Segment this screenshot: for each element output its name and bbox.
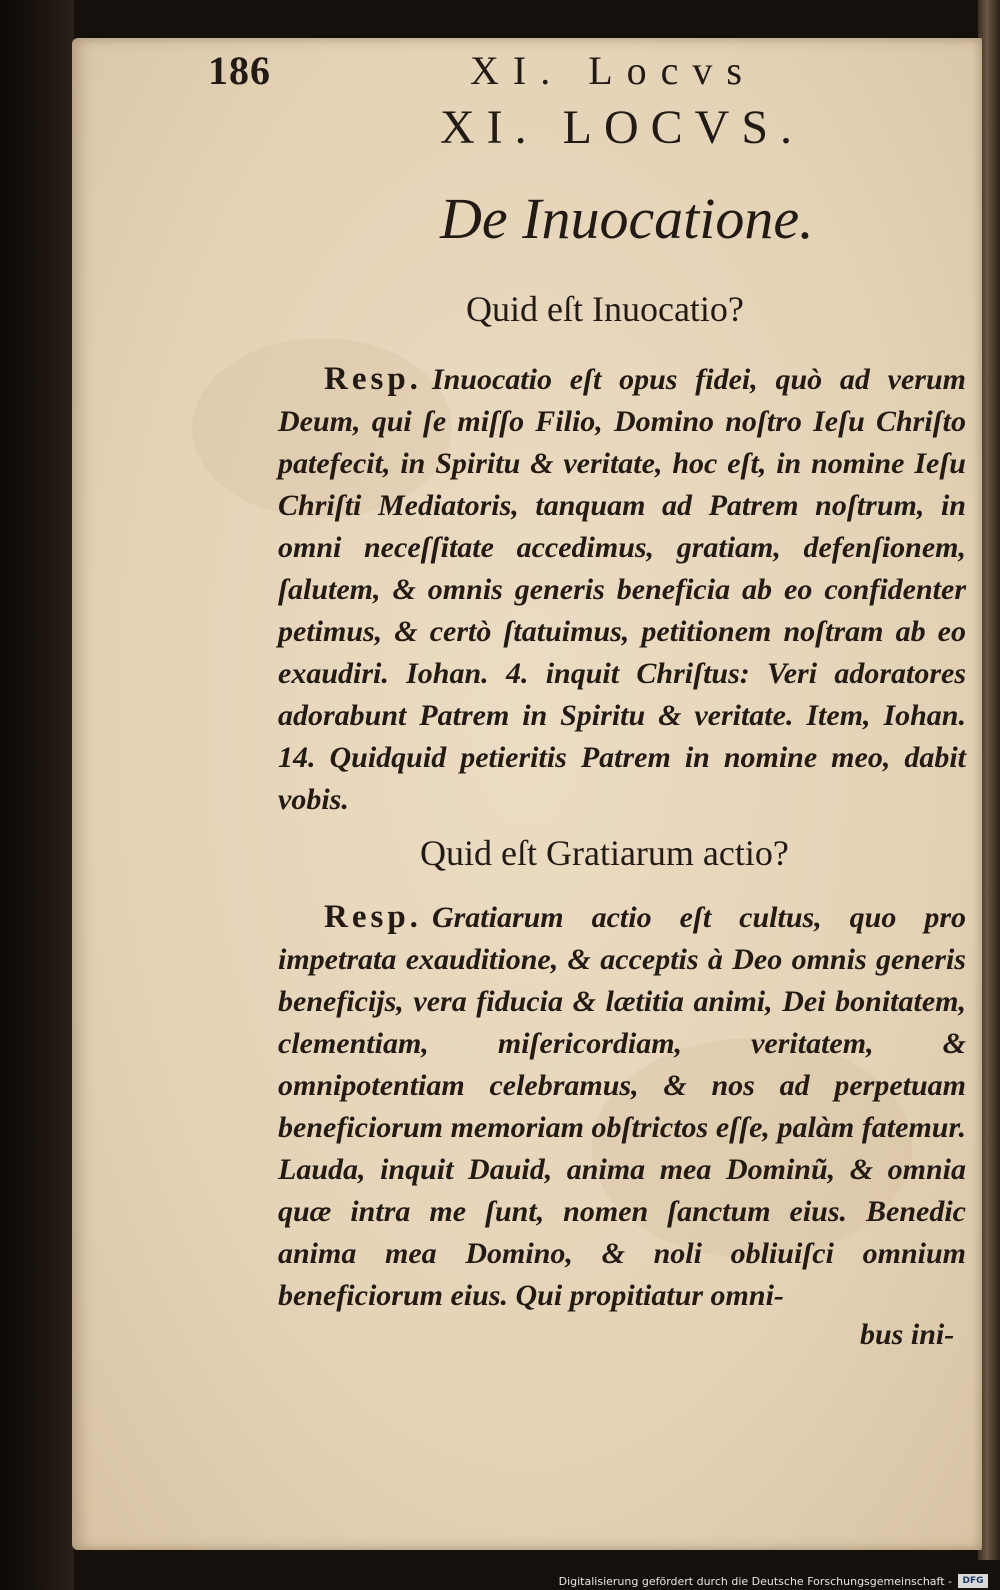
resp-label: Resp. (324, 899, 422, 935)
running-head: XI. Locvs (470, 48, 756, 93)
answer-paragraph (278, 896, 966, 1317)
answer-text: Gratiarum actio eſt cultus, quo pro impetrata exauditione, & acceptis à Deo omnis generis beneficijs, vera fiducia & lætitia animi, Dei bonitatem, clementiam, miſericordiam, veritatem, & omnipotentiam celebramus, & nos ad perpetuam beneficiorum memoriam obſtrictos eſſe, palàm fatemur. Lauda, inquit Dauid, anima mea Dominũ, & omnia quæ intra me ſunt, nomen ſanctum eius. Benedic anima mea Domino, & noli obliuiſci omnium beneficiorum eius. Qui propitiatur omni- (278, 901, 966, 1312)
dfg-logo: DFG (958, 1574, 988, 1588)
catchword: bus ini- (860, 1318, 955, 1351)
question-heading: Quid eſt Inuocatio? (466, 289, 744, 329)
resp-label: Resp. (324, 361, 422, 397)
question-heading: Quid eſt Gratiarum actio? (420, 833, 789, 873)
scan-left-border (0, 0, 74, 1590)
chapter-title: XI. LOCVS. (440, 101, 805, 154)
section-title: De Inuocatione. (440, 186, 814, 251)
answer-paragraph (278, 358, 966, 821)
page-number: 186 (208, 48, 271, 93)
answer-text: Inuocatio eſt opus fidei, quò ad verum Deum, qui ſe miſſo Filio, Domino noſtro Ieſu Chriſto patefecit, in Spiritu & veritate, hoc eſt, in nomine Ieſu Chriſti Mediatoris, tanquam ad Patrem noſtrum, in omni neceſſitate accedimus, gratiam, defenſionem, ſalutem, & omnis generis beneficia ab eo confidenter petimus, & certò ſtatuimus, petitionem noſtram ab eo exaudiri. Iohan. 4. inquit Chriſtus: Veri adoratores adorabunt Patrem in Spiritu & veritate. Item, Iohan. 14. Quidquid petieritis Patrem in nomine meo, dabit vobis. (278, 363, 966, 816)
digitization-credit: Digitalisierung gefördert durch die Deutsche Forschungsgemeinschaft - (558, 1575, 952, 1588)
